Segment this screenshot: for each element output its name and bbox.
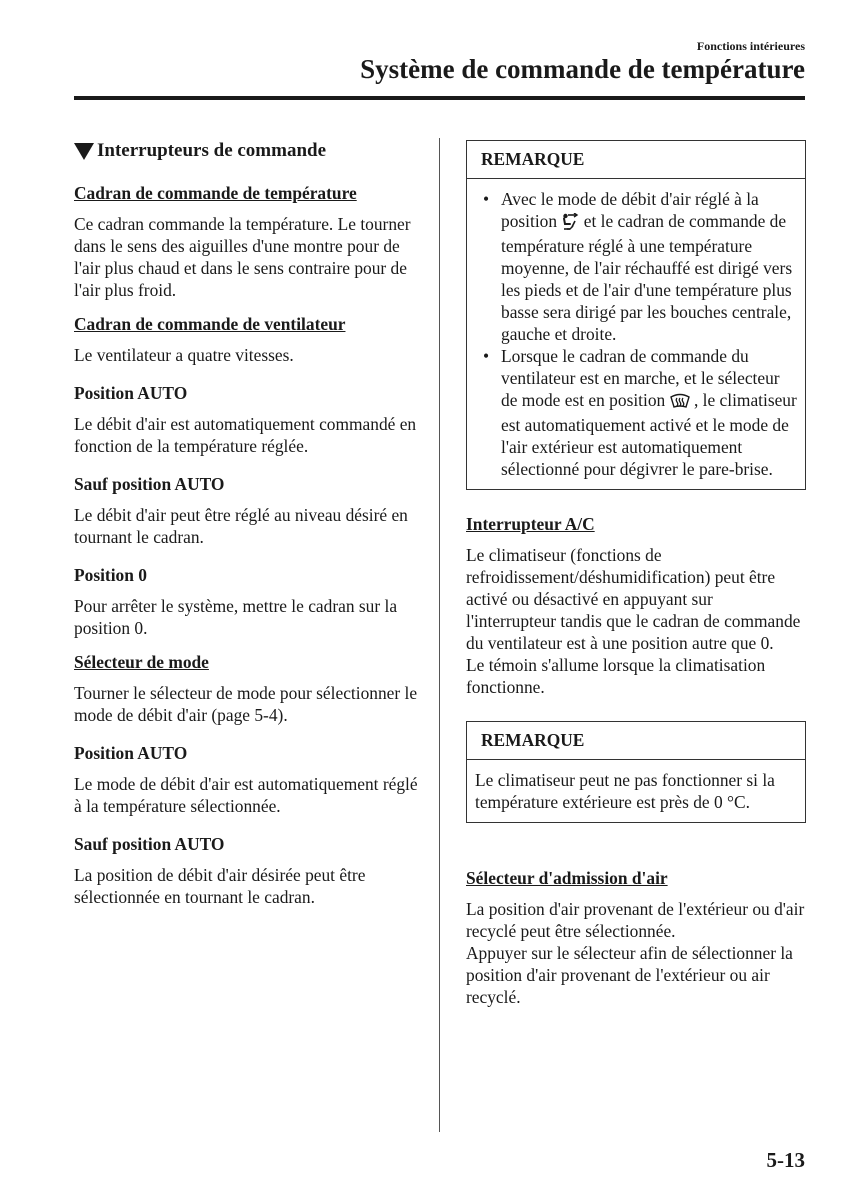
fan-except-auto-text: Le débit d'air peut être réglé au niveau désiré en tournant le cadran. [74,505,408,547]
fan-except-auto-heading: Sauf position AUTO [74,474,225,494]
fan-dial-text: Le ventilateur a quatre vitesses. [74,345,294,365]
ac-switch-heading: Interrupteur A/C [466,514,595,534]
mode-auto-text: Le mode de débit d'air est automatiquement réglé à la température sélectionnée. [74,774,418,816]
intake-selector-text-2: Appuyer sur le sélecteur afin de sélectionner la position d'air provenant de l'extérieur ou air recyclé. [466,943,793,1007]
right-column [466,140,806,1020]
fan-auto-text: Le débit d'air est automatiquement commandé en fonction de la température réglée. [74,414,417,456]
fan-auto-heading: Position AUTO [74,383,188,403]
note-item2-text-a: Lorsque le cadran de commande du ventilateur est en marche, et le sélecteur de mode est en position [501,346,780,410]
mode-except-auto-heading: Sauf position AUTO [74,834,225,854]
triangle-bullet-icon [74,143,94,160]
intake-selector-heading: Sélecteur d'admission d'air [466,868,668,888]
note-list [475,188,797,480]
section-heading-text: Interrupteurs de commande [97,140,327,161]
note-text: Le climatiseur peut ne pas fonctionner si la température extérieure est près de 0 °C. [475,770,775,812]
note-list-item [475,345,797,480]
mode-auto-heading: Position AUTO [74,743,188,763]
note-box-airflow [466,140,806,490]
windshield-defrost-icon [670,392,690,414]
header-rule [74,96,805,100]
fan-zero-text: Pour arrêter le système, mettre le cadran sur la position 0. [74,596,398,638]
bi-level-airflow-icon [561,213,579,235]
chapter-label: Fonctions intérieures [696,39,805,53]
note-list-item [475,188,797,345]
note-item1-text-a: Avec le mode de débit d'air réglé à la position [501,189,759,231]
page-title: Système de commande de température [360,54,805,84]
left-column [74,140,424,920]
note-heading: REMARQUE [467,722,805,760]
bullet: • [483,189,490,209]
note-item1-text-b: et le cadran de commande de température réglé à une température moyenne, de l'air réchauffé est dirigé vers les pieds et de l'air d'une température plus basse sera dirigé par les bouches centrale, gauche et droite. [501,211,793,344]
ac-switch-text: Le climatiseur (fonctions de refroidissement/déshumidification) peut être activé ou désactivé en appuyant sur l'interrupteur tandis que le cadran de commande du ventilateur est à une position autre que 0. [466,545,801,653]
note-body [467,760,805,822]
temp-dial-heading: Cadran de commande de température [74,183,357,203]
bullet: • [483,346,490,366]
section-heading [74,140,424,162]
note-box-ac [466,721,806,823]
note-body [467,179,805,489]
mode-except-auto-text: La position de débit d'air désirée peut être sélectionnée en tournant le cadran. [74,865,366,907]
mode-selector-heading: Sélecteur de mode [74,652,209,672]
note-item2-text-b: , le climatiseur est automatiquement activé et le mode de l'air extérieur est automatiquement sélectionné pour dégivrer le pare-brise. [501,390,797,479]
temp-dial-text: Ce cadran commande la température. Le tourner dans le sens des aiguilles d'une montre pour de l'air plus chaud et dans le sens contraire pour de l'air plus froid. [74,214,411,300]
fan-zero-heading: Position 0 [74,565,147,585]
intake-selector-text: La position d'air provenant de l'extérieur ou d'air recyclé peut être sélectionnée. [466,899,805,941]
mode-selector-text: Tourner le sélecteur de mode pour sélectionner le mode de débit d'air (page 5-4). [74,683,418,725]
fan-dial-heading: Cadran de commande de ventilateur [74,314,346,334]
column-divider [439,138,440,1132]
ac-switch-text-2: Le témoin s'allume lorsque la climatisation fonctionne. [466,655,766,697]
page-number: 5-13 [766,1148,805,1172]
note-heading: REMARQUE [467,141,805,179]
